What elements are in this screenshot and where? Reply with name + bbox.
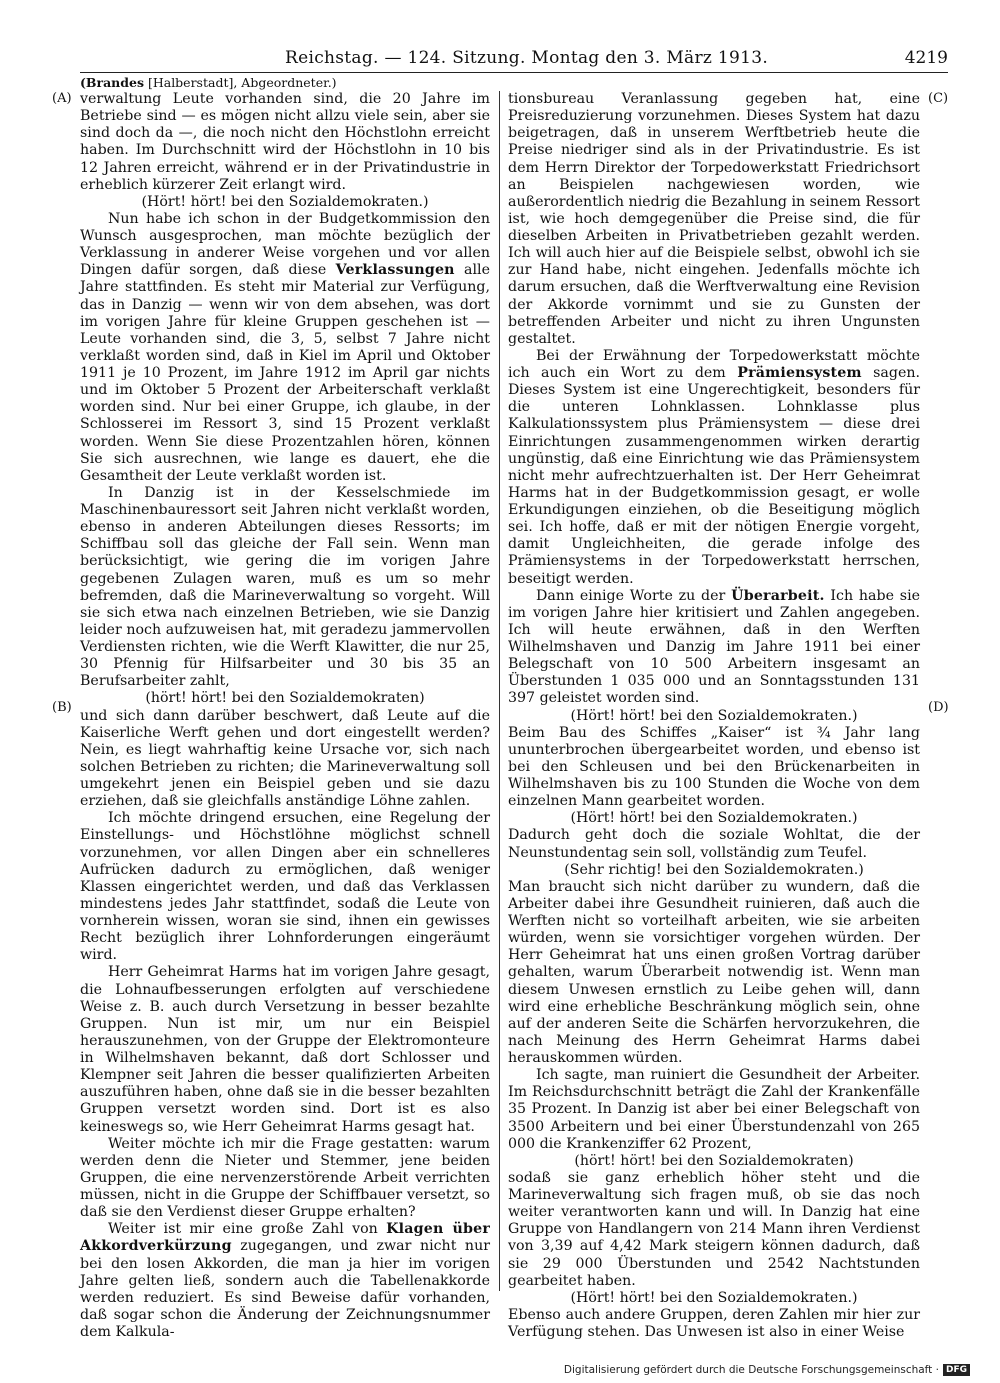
paragraph [508, 879, 920, 1067]
paragraph [80, 91, 490, 194]
interjection [80, 194, 490, 211]
emphasized-term: Überarbeit. [731, 587, 825, 604]
paragraph-text: (Hört! hört! bei den Sozialdemokraten.) [570, 810, 858, 827]
interjection [508, 810, 920, 827]
paragraph [508, 1307, 920, 1341]
paragraph-text: und sich dann darüber beschwert, daß Leute auf die Kaiserliche Werft gehen und dort eingestellt werden? Nein, es liegt wahrhaftig keine Ursache vor, sich nach solchen Betrieben zu richten; die Marineverwaltung soll umgekehrt jenen ein Beispiel geben und sie dazu erziehen, daß sie gleichfalls anständige Löhne zahlen. [80, 707, 490, 810]
paragraph-text: Bei der Erwähnung der Torpedowerkstatt möchte ich auch ein Wort zu dem [508, 347, 920, 381]
paragraph-text: Weiter möchte ich mir die Frage gestatten: warum werden denn die Nieter und Stemmer, jene beiden Gruppen, die eine nervenzerstörende Arbeit verrichten müssen, nicht in die Gruppe der Schiffbauer versetzt, so daß sie den Verdienst dieser Gruppe erhalten? [80, 1135, 490, 1221]
page-header [80, 48, 948, 73]
paragraph-text: (Hört! hört! bei den Sozialdemokraten.) [570, 1289, 858, 1306]
footer-text: Digitalisierung gefördert durch die Deutsche Forschungsgemeinschaft · [563, 1364, 939, 1376]
paragraph [80, 810, 490, 964]
dfg-logo: DFG [943, 1364, 970, 1376]
paragraph-text: sagen. Dieses System ist eine Ungerechtigkeit, besonders für die unteren Lohnklassen. Lohnklasse plus Kalkulationssystem plus Prämiensystem — diese drei Einrichtungen zusammengenommen wirken derartig ungünstig, daß eine Einrichtung wie das Prämiensystem nicht mehr aufrechtzuerhalten ist. Der Herr Geheimrat Harms hat in der Budgetkommission gesagt, er wolle Erkundigungen einziehen, ob die Beseitigung möglich sei. Ich hoffe, daß er mit der nötigen Energie vorgeht, damit Ungleichheiten, die gerade infolge des Prämiensystems in der Torpedowerkstatt herrschen, beseitigt werden. [508, 365, 921, 587]
speaker-role: [Halberstadt], Abgeordneter.) [143, 75, 337, 90]
paragraph [80, 1136, 490, 1222]
paragraph-text: In Danzig ist in der Kesselschmiede im Maschinenbauressort seit Jahren nicht verklaßt worden, ebenso in anderen Abteilungen dieses Ressorts; im Schiffbau soll das gleiche der Fall sein. Wenn man berücksichtigt, wie gering die im vorigen Jahre gegebenen Zulagen waren, muß es um so mehr befremden, daß die Marineverwaltung so vorgeht. Will sie sich etwa nach einzelnen Betrieben, wie sie Danzig leider noch aufzuweisen hat, mit geradezu jammervollen Verdiensten richten, wie die Werft Klawitter, die nur 25, 30 Pfennig für Hilfsarbeiter und 30 bis 35 an Berufsarbeiter zahlt, [80, 484, 490, 690]
speaker-name: (Brandes [80, 75, 144, 90]
paragraph-text: Dadurch geht doch die soziale Wohltat, die der Neunstundentag sein soll, vollständig zum Teufel. [508, 827, 920, 861]
paragraph [508, 91, 920, 348]
paragraph-text: (Hört! hört! bei den Sozialdemokraten.) [570, 707, 858, 724]
paragraph [80, 485, 490, 691]
paragraph-text: Dann einige Worte zu der [536, 587, 732, 604]
paragraph-text: Nun habe ich schon in der Budgetkommission den Wunsch ausgesprochen, man möchte bezüglich der Verklassung in anderer Weise vorgehen und vor allen Dingen dafür sorgen, daß diese [80, 210, 490, 279]
paragraph [80, 964, 490, 1135]
right-column [508, 91, 920, 1341]
paragraph [80, 1221, 490, 1341]
footer-credit [564, 1364, 970, 1376]
interjection [508, 1290, 920, 1307]
paragraph-text: alle Jahre stattfinden. Es steht mir Material zur Verfügung, das in Danzig — wenn wir von dem absehen, was dort im vorigen Jahre für kleine Gruppen geschehen ist — Leute vorhanden sind, die 3, 5, selbst 7 Jahre nicht verklaßt worden sind, daß in Kiel im April und Oktober 1911 je 10 Prozent, im Jahre 1912 im April gar nichts und im Oktober 5 Prozent der Arbeiterschaft verklaßt worden sind. Nur bei einer Gruppe, ich glaube, in der Schlosserei im Ressort 3, sind 15 Prozent verklaßt worden. Wenn Sie diese Prozentzahlen hören, können Sie sich ausrechnen, wie lange es dauert, ehe die Gesamtheit der Leute verklaßt worden ist. [80, 262, 490, 484]
paragraph-text: zugegangen, und zwar nicht nur bei den losen Akkorden, die man ja hier im vorigen Jahre gelten ließ, sondern auch die Tabellenakkorde werden reduziert. Es sind Beweise dafür vorhanden, daß sogar schon die Änderung der Zeichnungsnummer dem Kalkula- [80, 1238, 490, 1340]
paragraph [508, 1170, 920, 1290]
paragraph [508, 725, 920, 811]
margin-marker-c: (C) [928, 91, 949, 106]
paragraph [80, 708, 490, 811]
paragraph [508, 588, 920, 708]
paragraph [508, 827, 920, 861]
paragraph-text: (hört! hört! bei den Sozialdemokraten) [574, 1152, 854, 1169]
running-title: Reichstag. — 124. Sitzung. Montag den 3. März 1913. [285, 48, 769, 68]
left-column [80, 91, 490, 1341]
interjection [508, 862, 920, 879]
paragraph [80, 211, 490, 485]
paragraph-text: Man braucht sich nicht darüber zu wundern, daß die Arbeiter dabei ihre Gesundheit ruinieren, daß auch die Werften nicht so vorteilhaft arbeiten, wie sie arbeiten würden, wenn sie vorsichtiger vorgehen würden. Der Herr Geheimrat hat uns einen großen Vortrag darüber gehalten, warum Überarbeit notwendig ist. Wenn man diesem Unwesen ernstlich zu Leibe gehen will, dann wird eine erhebliche Beschränkung möglich sein, ohne auf der anderen Seite die Schärfen hervorzukehren, die nach Meinung des Herrn Geheimrat Harms dabei herauskommen würden. [508, 878, 920, 1066]
page-number: 4219 [904, 48, 948, 68]
interjection [80, 690, 490, 707]
paragraph-text: Ich möchte dringend ersuchen, eine Regelung der Einstellungs- und Höchstlöhne möglichst schnell vorzunehmen, vor allen Dingen aber ein schnelleres Aufrücken dadurch zu ermöglichen, daß weniger Klassen eingerichtet werden, und daß das Verklassen mindestens jedes Jahr stattfindet, sodaß die Leute von vornherein wissen, woran sie sind, ihnen ein gewisses Recht bezüglich ihrer Lohnforderungen eingeräumt wird. [80, 810, 490, 964]
paragraph [508, 348, 920, 588]
margin-marker-a: (A) [52, 91, 72, 106]
paragraph-text: (hört! hört! bei den Sozialdemokraten) [145, 690, 425, 707]
paragraph [508, 1067, 920, 1153]
paragraph-text: Ich habe sie im vorigen Jahre hier kritisiert und Zahlen angegeben. Ich will heute erwähnen, daß in den Werften Wilhelmshaven und Danzig im Jahre 1911 bei einer Belegschaft von 10 500 Arbeitern insgesamt an Überstunden 1 035 000 und an Sonntagsstunden 131 397 geleistet worden sind. [508, 587, 921, 707]
paragraph-text: (Sehr richtig! bei den Sozialdemokraten.) [564, 861, 864, 878]
paragraph-text: Weiter ist mir eine große Zahl von [108, 1221, 387, 1238]
emphasized-term: Prämiensystem [737, 365, 862, 381]
paragraph-text: Herr Geheimrat Harms hat im vorigen Jahre gesagt, die Lohnaufbesserungen erfolgten auf verschiedene Weise z. B. auch durch Versetzung in besser bezahlte Gruppen. Nun ist mir, um nur ein Beispiel herauszunehmen, von der Gruppe der Elektromonteure in Wilhelmshaven bekannt, daß dort Schlosser und Klempner seit Jahren die besser qualifizierten Arbeiten auszuführen haben, ohne daß sie in die besser bezahlten Gruppen versetzt worden sind. Dort ist es also keineswegs so, wie Herr Geheimrat Harms gesagt hat. [80, 964, 490, 1135]
emphasized-term: Verklassungen [335, 262, 455, 279]
margin-marker-b: (B) [52, 700, 72, 715]
paragraph-text: Ebenso auch andere Gruppen, deren Zahlen mir hier zur Verfügung stehen. Das Unwesen ist also in einer Weise [508, 1306, 920, 1340]
paragraph-text: sodaß sie ganz erheblich höher steht und die Marineverwaltung sich fragen muß, ob sie das noch weiter verantworten kann und will. In Danzig hat eine Gruppe von Handlangern von 214 Mann ihren Verdienst von 3,39 auf 4,42 Mark steigern können dadurch, daß sie 29 000 Überstunden und 2542 Nachtstunden gearbeitet haben. [508, 1169, 920, 1289]
emphasized-term: Klagen über Akkordverkürzung [80, 1221, 490, 1255]
paragraph-text: (Hört! hört! bei den Sozialdemokraten.) [141, 193, 429, 210]
paragraph-text: verwaltung Leute vorhanden sind, die 20 Jahre im Betriebe sind — es mögen nicht allzu viele sein, aber sie sind doch da —, die noch nicht den Höchstlohn erreicht haben. Im Durchschnitt wird der Höchstlohn in 10 bis 12 Jahren erreicht, während er in der Privatindustrie in erheblich kürzerer Zeit erlangt wird. [80, 91, 490, 193]
interjection [508, 708, 920, 725]
margin-marker-d: (D) [928, 700, 949, 715]
column-divider [499, 91, 500, 1291]
paragraph-text: Beim Bau des Schiffes „Kaiser“ ist ¾ Jahr lang ununterbrochen übergearbeitet worden, und ebenso ist bei den Schleusen und bei den Brückenarbeiten in Wilhelmshaven bis zu 100 Stunden die Woche von dem einzelnen Mann gearbeitet worden. [508, 724, 920, 810]
paragraph-text: tionsbureau Veranlassung gegeben hat, eine Preisreduzierung vorzunehmen. Dieses System hat dazu beigetragen, daß in unserem Werftbetrieb heute die Preise niedriger sind als in der Privatindustrie. Es ist dem Herrn Direktor der Torpedowerkstatt Friedrichsort an Beispielen nachgewiesen worden, wie außerordentlich niedrig die Bezahlung in seinem Ressort ist, wie hoch demgegenüber die Preise sind, die für dieselben Arbeiten in Privatbetrieben gezahlt werden. Ich will auch hier auf die Beispiele selbst, obwohl ich sie zur Hand habe, nicht eingehen. Jedenfalls möchte ich darum ersuchen, daß die Werftverwaltung eine Revision der Akkorde vornimmt und sie zu Gunsten der betreffenden Arbeiter und nicht zu ihren Ungunsten gestaltet. [508, 91, 921, 347]
speaker-line [80, 75, 337, 90]
paragraph-text: Ich sagte, man ruiniert die Gesundheit der Arbeiter. Im Reichsdurchschnitt beträgt die Zahl der Krankenfälle 35 Prozent. In Danzig ist aber bei einer Belegschaft von 3500 Arbeitern und bei einer Überstundenzahl von 265 000 die Krankenziffer 62 Prozent, [508, 1067, 920, 1152]
interjection [508, 1153, 920, 1170]
